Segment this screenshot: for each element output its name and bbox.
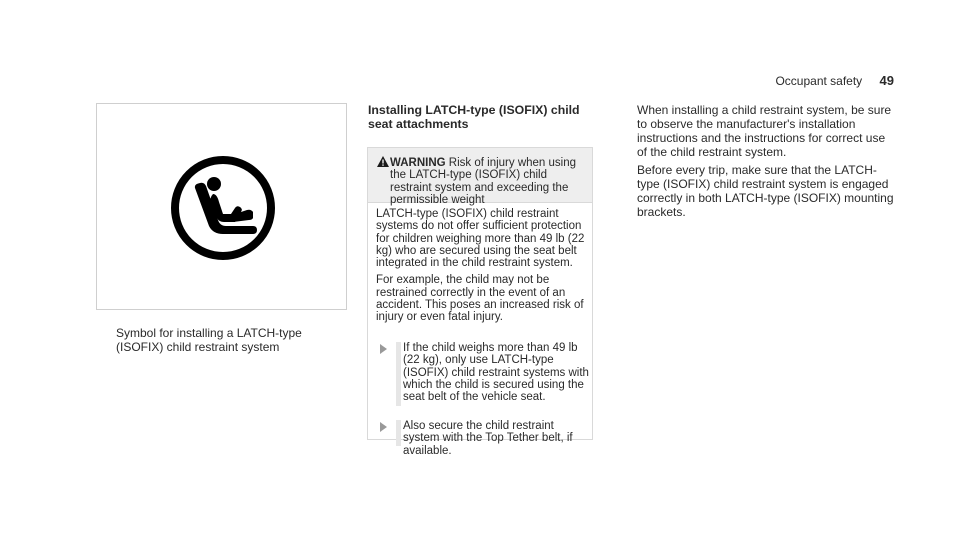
warning-label: WARNING xyxy=(390,157,446,169)
body-column xyxy=(637,103,897,223)
warning-box xyxy=(367,147,593,457)
body-paragraph: Before every trip, make sure that the LATCH-type (ISOFIX) child restraint system is engaged correctly in both LATCH-type (ISOFIX) mounting brackets. xyxy=(637,163,894,219)
body-paragraph: When installing a child restraint system, be sure to observe the manufacturer's installation instructions and the instructions for correct use of the child restraint system. xyxy=(637,103,892,159)
section-heading: Installing LATCH-type (ISOFIX) child seat attachments xyxy=(368,103,580,131)
page-number: 49 xyxy=(879,73,894,88)
warning-bullet xyxy=(376,420,590,457)
child-seat-latch-symbol-icon xyxy=(169,154,277,262)
warning-paragraph: LATCH-type (ISOFIX) child restraint systems do not offer sufficient protection for children weighing more than 49 lb (22 kg) who are secured using the seat belt integrated in the child restraint system. xyxy=(376,208,585,270)
arrow-right-icon xyxy=(380,344,387,354)
warning-header xyxy=(368,148,592,206)
warning-headline-block xyxy=(390,157,588,206)
warning-headline: Risk of injury when using the LATCH-type (ISOFIX) child restraint system and exceeding the permissible weight xyxy=(390,157,576,206)
warning-triangle-icon xyxy=(377,156,389,167)
warning-paragraph: For example, the child may not be restrained correctly in the event of an accident. This poses an increased risk of injury or even fatal injury. xyxy=(376,274,584,324)
figure-caption: Symbol for installing a LATCH-type (ISOFIX) child restraint system xyxy=(116,326,302,354)
bullet-text: If the child weighs more than 49 lb (22 kg), only use LATCH-type (ISOFIX) child restraint systems with which the child is secured using the seat belt of the vehicle seat. xyxy=(403,342,589,404)
warning-bullet xyxy=(376,342,590,406)
bullet-text: Also secure the child restraint system with the Top Tether belt, if available. xyxy=(403,420,573,457)
figure-box xyxy=(96,103,347,310)
bullet-bar xyxy=(396,342,401,406)
section-title: Occupant safety xyxy=(775,74,863,88)
page-header xyxy=(775,73,894,88)
arrow-right-icon xyxy=(380,422,387,432)
warning-body xyxy=(376,208,590,457)
bullet-bar xyxy=(396,420,401,446)
